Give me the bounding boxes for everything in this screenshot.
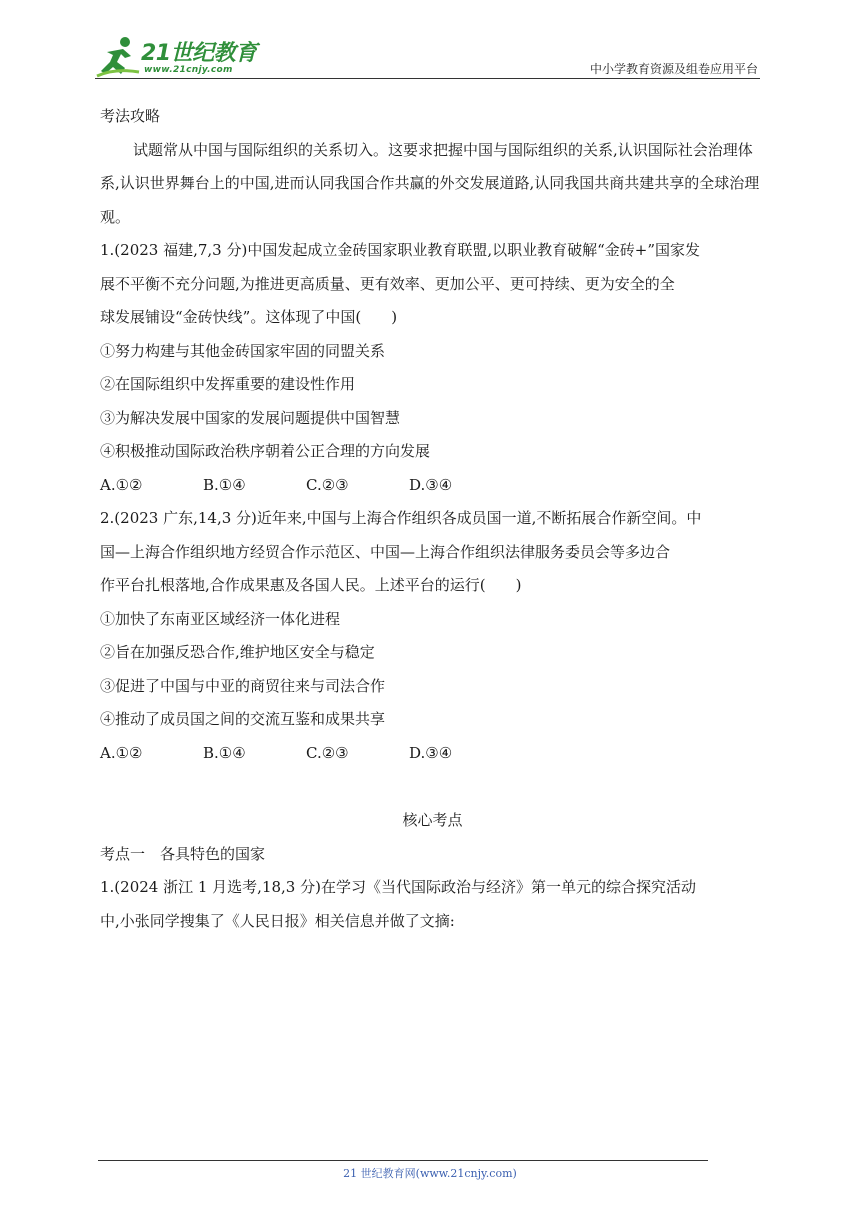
answer-options (100, 737, 765, 771)
statement-item: ②在国际组织中发挥重要的建设性作用 (100, 375, 356, 393)
logo-url: www.21cnjy.com (144, 65, 233, 75)
question-stem-line: 展不平衡不充分问题,为推进更高质量、更有效率、更加公平、更可持续、更为安全的全 (100, 274, 675, 293)
option-c[interactable]: C.②③ (306, 743, 349, 762)
option-b[interactable]: B.①④ (203, 475, 246, 494)
statement-item: ③促进了中国与中亚的商贸往来与司法合作 (100, 676, 386, 695)
core-section-title: 核心考点 (402, 811, 463, 829)
question-stem-line: 1.(2024 浙江 1 月选考,18,3 分)在学习《当代国际政治与经济》第一单元的综合探究活动 (100, 878, 696, 896)
statement-item: ①加快了东南亚区域经济一体化进程 (100, 609, 341, 628)
footer-divider (98, 1160, 708, 1161)
statement-item: ①努力构建与其他金砖国家牢固的同盟关系 (100, 341, 386, 360)
statement-item: ③为解决发展中国家的发展问题提供中国智慧 (100, 408, 401, 427)
statement-item: ②旨在加强反恐合作,维护地区安全与稳定 (100, 643, 375, 661)
question-stem-line: 作平台扎根落地,合作成果惠及各国人民。上述平台的运行( ) (100, 576, 522, 594)
question-stem-line: 中,小张同学搜集了《人民日报》相关信息并做了文摘: (100, 911, 455, 930)
section-title: 考法攻略 (100, 107, 161, 125)
question-stem-line: 1.(2023 福建,7,3 分)中国发起成立金砖国家职业教育联盟,以职业教育破解“金砖+”国家发 (100, 241, 701, 259)
spacer (100, 770, 765, 804)
topic-heading: 考点一 各具特色的国家 (100, 844, 266, 863)
option-d[interactable]: D.③④ (409, 475, 453, 494)
question-stem-line: 2.(2023 广东,14,3 分)近年来,中国与上海合作组织各成员国一道,不断拓展合作新空间。中 (100, 509, 702, 527)
option-c[interactable]: C.②③ (306, 475, 349, 494)
option-b[interactable]: B.①④ (203, 743, 246, 762)
question-2 (100, 502, 765, 770)
page-header (95, 34, 760, 80)
footer-link[interactable]: 21 世纪教育网(www.21cnjy.com) (343, 1167, 517, 1180)
document-body (100, 100, 765, 938)
platform-tagline: 中小学教育资源及组卷应用平台 (589, 62, 758, 76)
question-stem-line: 球发展铺设“金砖快线”。这体现了中国( ) (100, 308, 398, 326)
intro-paragraph: 试题常从中国与国际组织的关系切入。这要求把握中国与国际组织的关系,认识国际社会治理体系,认识世界舞台上的中国,进而认同我国合作共赢的外交发展道路,认同我国共商共建共享的全球治理观。 (100, 140, 760, 226)
runner-icon (95, 34, 141, 80)
question-stem-line: 国—上海合作组织地方经贸合作示范区、中国—上海合作组织法律服务委员会等多边合 (100, 542, 671, 561)
option-a[interactable]: A.①② (100, 475, 143, 494)
header-divider (95, 78, 760, 79)
answer-options (100, 469, 765, 503)
logo-text: 21世纪教育 (141, 41, 257, 66)
question-1 (100, 234, 765, 502)
statement-item: ④推动了成员国之间的交流互鉴和成果共享 (100, 710, 386, 728)
option-d[interactable]: D.③④ (409, 743, 453, 762)
option-a[interactable]: A.①② (100, 743, 143, 762)
site-logo[interactable] (95, 34, 265, 80)
statement-item: ④积极推动国际政治秩序朝着公正合理的方向发展 (100, 442, 431, 460)
